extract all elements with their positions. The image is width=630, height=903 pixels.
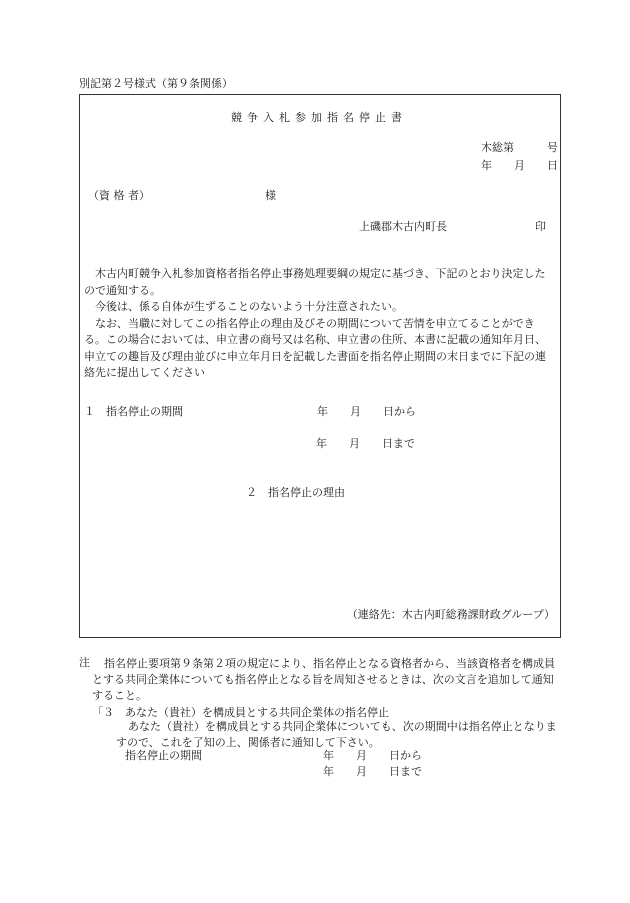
body-paragraph-2: 今後は、係る自体が生ずることのないよう十分注意されたい。 [95,300,403,313]
note-mark: 注 [79,656,90,669]
note-period-from: 年 月 日から [323,749,422,762]
notice-body [84,266,556,382]
body-paragraph-1: 木古内町競争入札参加資格者指名停止事務処理要綱の規定に基づき、下記のとおり決定したので通知する。 [84,267,546,297]
document-number: 木総第 号 [481,141,558,154]
issuer-name: 上磯郡木古内町長 [359,220,447,233]
note-period-label: 指名停止の期間 [125,749,202,762]
note-period-to: 年 月 日まで [323,765,422,778]
honorific: 様 [265,189,276,202]
contact-info: （連絡先：木古内町総務課財政グループ） [346,608,555,621]
issue-date: 年 月 日 [481,159,558,172]
note-item-3-body: あなた（貴社）を構成員とする共同企業体についても、次の期間中は指名停止となりますので、これを了知の上、関係者に通知して下さい。 [116,720,557,749]
item-1-label: １ 指名停止の期間 [84,405,183,418]
note-text: 指名停止要項第９条第２項の規定により、指名停止となる資格者から、当該資格者を構成員とする共同企業体についても指名停止となる旨を周知させるときは、次の文言を追加して通知すること。 [92,657,555,702]
form-label: 別記第２号様式（第９条関係） [79,77,233,90]
addressee-label: （資 格 者） [88,189,150,202]
item-2-label: ２ 指名停止の理由 [246,486,345,499]
period-from: 年 月 日から [317,405,416,418]
body-paragraph-3: なお、当職に対してこの指名停止の理由及びその期間について苦情を申立てることができる。この場合においては、申立書の商号又は名称、申立書の住所、本書に記載の通知年月日、申立ての趣旨及び理由並びに申立年月日を記載した書面を指名停止期間の末日までに下記の連絡先に提出してください [84,316,546,379]
period-to: 年 月 日まで [316,437,415,450]
seal-mark: 印 [535,220,546,233]
note-item-3-heading: 「３ あなた（貴社）を構成員とする共同企業体の指名停止 [92,706,389,719]
form-title: 競争入札参加指名停止書 [231,111,407,124]
